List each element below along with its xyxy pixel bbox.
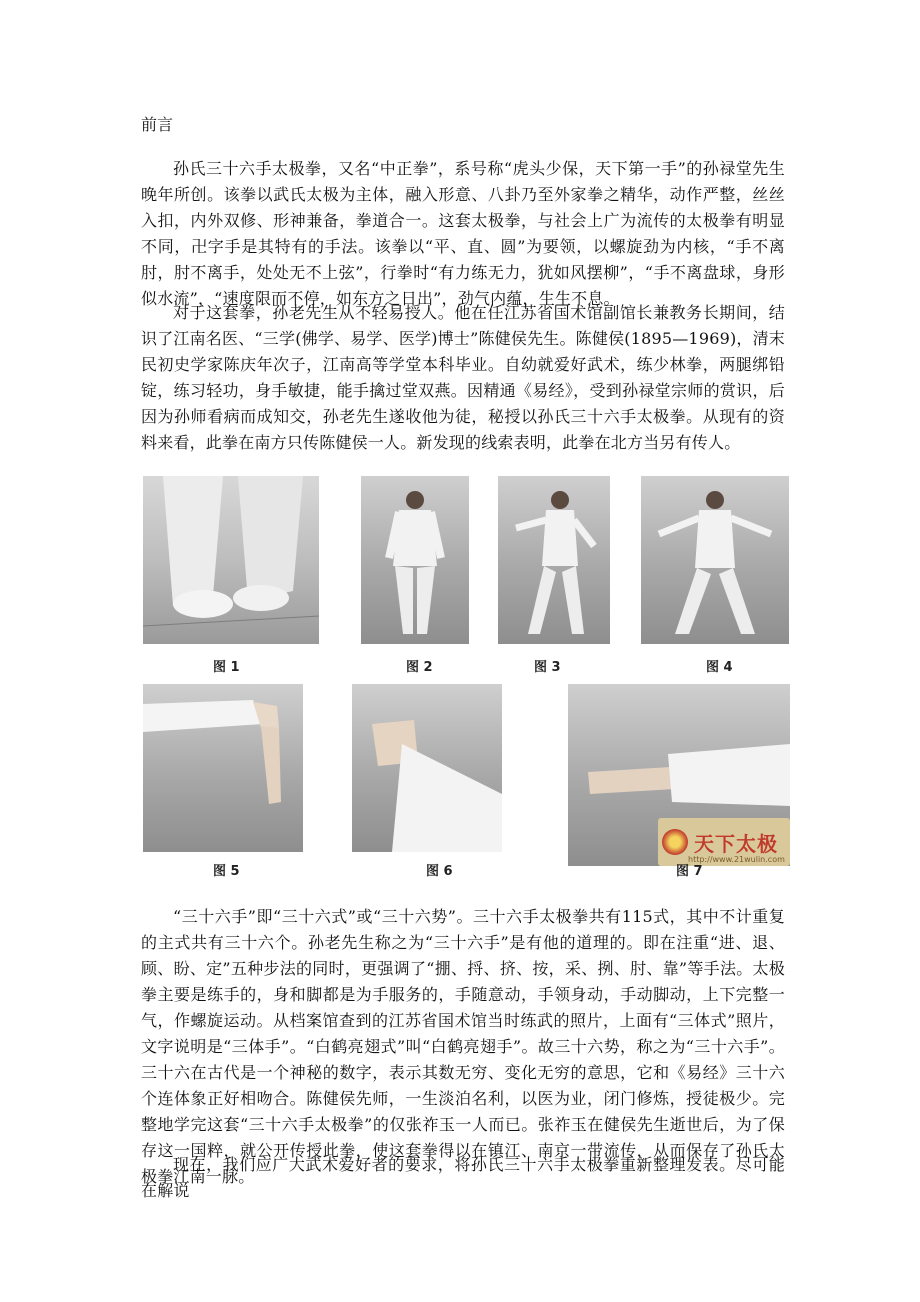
figure-1-caption: 图 1 <box>213 660 240 675</box>
figure-6-photo <box>352 684 502 852</box>
figure-6-caption: 图 6 <box>426 864 453 879</box>
paragraph-3: “三十六手”即“三十六式”或“三十六势”。三十六手太极拳共有115式，其中不计重复的主式共有三十六个。孙老先生称之为“三十六手”是有他的道理的。即在注重“进、退、顾、盼、定”五种步法的同时，更强调了“掤、捋、挤、按，采、挒、肘、靠”等手法。太极拳主要是练手的，身和脚都是为手服务的，手随意动，手领身动，手动脚动，上下完整一气，作螺旋运动。从档案馆查到的江苏省国术馆当时练武的照片，上面有“三体式”照片，文字说明是“三体手”。“白鹤亮翅式”叫“白鹤亮翅手”。故三十六势，称之为“三十六手”。三十六在古代是一个神秘的数字，表示其数无穷、变化无穷的意思，它和《易经》三十六个连体象正好相吻合。陈健侯先师，一生淡泊名利，以医为业，闭门修炼，授徒极少。完整地学完这套“三十六手太极拳”的仅张祚玉一人而已。张祚玉在健侯先生逝世后，为了保存这一国粹，就公开传授此拳，使这套拳得以在镇江、南京一带流传，从而保存了孙氏太极拳江南一脉。 <box>141 907 785 1186</box>
figure-4-caption: 图 4 <box>706 660 733 675</box>
watermark-logo <box>658 818 790 866</box>
paragraph-4: 现在，我们应广大武术爱好者的要求，将孙氏三十六手太极拳重新整理发表。尽可能在解说 <box>141 1155 785 1200</box>
figure-7-caption: 图 7 <box>676 864 703 879</box>
logo-url: http://www.21wulin.com <box>688 855 785 864</box>
logo-seal-icon <box>662 829 688 855</box>
figure-2-caption: 图 2 <box>406 660 433 675</box>
section-heading: 前言 <box>141 115 174 134</box>
figure-5-caption: 图 5 <box>213 864 240 879</box>
figure-2-photo <box>361 476 469 644</box>
paragraph-2: 对于这套拳，孙老先生从不轻易授人。他在任江苏省国术馆副馆长兼教务长期间，结识了江南名医、“三学(佛学、易学、医学)博士”陈健侯先生。陈健侯(1895—1969)，清末民初史学家陈庆年次子，江南高等学堂本科毕业。自幼就爱好武术，练少林拳，两腿绑铅锭，练习轻功，身手敏捷，能手擒过堂双燕。因精通《易经》，受到孙禄堂宗师的赏识，后因为孙师看病而成知交，孙老先生遂收他为徒，秘授以孙氏三十六手太极拳。从现有的资料来看，此拳在南方只传陈健侯一人。新发现的线索表明，此拳在北方当另有传人。 <box>141 303 785 452</box>
paragraph-1: 孙氏三十六手太极拳，又名“中正拳”，系号称“虎头少保，天下第一手”的孙禄堂先生晚年所创。该拳以武氏太极为主体，融入形意、八卦乃至外家拳之精华，动作严整，丝丝入扣，内外双修、形神兼备，拳道合一。这套太极拳，与社会上广为流传的太极拳有明显不同，卍字手是其特有的手法。该拳以“平、直、圆”为要领，以螺旋劲为内核，“手不离肘，肘不离手，处处无不上弦”，行拳时“有力练无力，犹如风摆柳”，“手不离盘球，身形似水流”，“速度限而不停，如东方之日出”，劲气内蕴，生生不息。 <box>141 159 785 308</box>
figure-3-photo <box>498 476 610 644</box>
figure-4-photo <box>641 476 789 644</box>
figure-5-photo <box>143 684 303 852</box>
figure-3-caption: 图 3 <box>534 660 561 675</box>
figure-1-photo <box>143 476 319 644</box>
logo-text: 天下太极 <box>694 831 778 856</box>
